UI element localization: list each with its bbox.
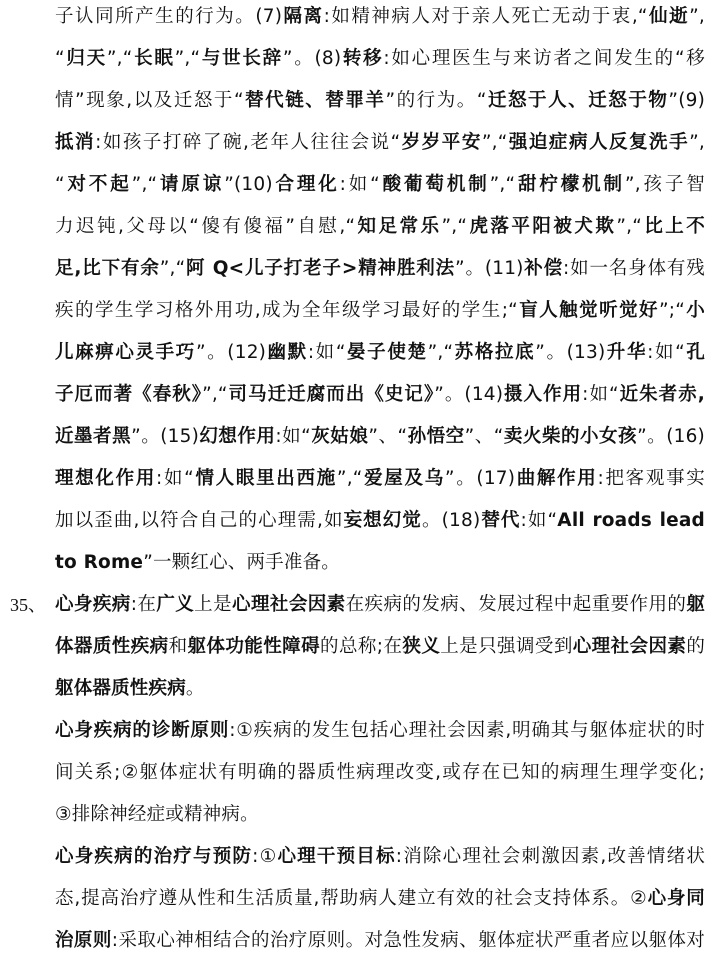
bold-term: 迁怒于人、迁怒于物: [486, 90, 669, 111]
bold-term: 狭义: [402, 636, 441, 657]
text-segment: ”,“: [427, 342, 454, 363]
text-line: [55, 926, 705, 956]
text-segment: :如“: [339, 174, 380, 195]
text-line: [55, 884, 705, 914]
text-segment: :如“: [307, 342, 346, 363]
text-line: [55, 590, 705, 620]
text-segment: ”、“: [368, 426, 408, 447]
text-segment: ”,“: [131, 174, 158, 195]
text-segment: :如一名身体有残: [563, 258, 705, 279]
text-segment: :在: [130, 594, 157, 615]
bold-term: 苏格拉底: [453, 342, 536, 363]
bold-term: 替代: [480, 510, 521, 531]
text-segment: ”。(17): [444, 468, 516, 489]
text-segment: 和: [168, 636, 188, 657]
text-segment: ”,“: [616, 216, 643, 237]
bold-term: 曲解作用: [515, 468, 598, 489]
text-segment: 加以歪曲,以符合自己的心理需,如: [55, 510, 344, 531]
text-segment: ”,: [689, 6, 705, 27]
bold-term: 酸葡萄机制: [379, 174, 490, 195]
bold-term: 心身疾病的治疗与预防: [55, 846, 253, 867]
bold-term: 仙逝: [647, 6, 690, 27]
text-segment: :如精神病人对于亲人死亡无动于衷,“: [323, 6, 648, 27]
text-segment: :如“: [582, 384, 619, 405]
text-line: [55, 170, 705, 200]
bold-term: 心身疾病的诊断原则: [55, 720, 230, 741]
bold-term: 甜柠檬机制: [515, 174, 625, 195]
text-segment: ”,“: [159, 258, 186, 279]
text-segment: :①: [252, 846, 278, 867]
bold-term: 比上不: [642, 216, 705, 237]
text-segment: ”。(11): [455, 258, 524, 279]
text-segment: 疾的学生学习格外用功,成为全年级学习最好的学生;“: [55, 300, 518, 321]
text-segment: ”,“: [174, 48, 201, 69]
bold-term: 摄入作用: [503, 384, 583, 405]
bold-term: 子厄而著《春秋》: [55, 384, 203, 405]
text-segment: :把客观事实: [597, 468, 705, 489]
bold-term: 情人眼里出西施: [193, 468, 337, 489]
bold-term: 对不起: [64, 174, 132, 195]
text-line: [55, 338, 705, 368]
text-line: [55, 128, 705, 158]
bold-term: 盲人触觉听觉好: [517, 300, 660, 321]
text-line: [55, 86, 705, 116]
text-segment: ”。(16): [637, 426, 705, 447]
text-segment: 。: [185, 678, 205, 699]
bold-term: 孙悟空: [407, 426, 465, 447]
text-segment: ”,“: [481, 132, 508, 153]
text-line: [55, 296, 705, 326]
bold-term: 体器质性疾病: [55, 636, 169, 657]
text-segment: ”,“: [336, 468, 363, 489]
text-segment: ”;“: [659, 300, 686, 321]
bold-term: 躯体功能性障碍: [187, 636, 321, 657]
bold-term: 躯体器质性疾病: [55, 678, 186, 699]
bold-term: 请原谅: [157, 174, 225, 195]
text-segment: ”(9): [668, 90, 705, 111]
bold-term: 近墨者黑: [55, 426, 132, 447]
text-segment: 在疾病的发病、发展过程中起重要作用的: [345, 594, 687, 615]
text-segment: :如“: [275, 426, 311, 447]
text-segment: ”。(8): [282, 48, 342, 69]
bold-term: 近朱者赤,: [618, 384, 705, 405]
bold-term: 岁岁平安: [400, 132, 482, 153]
bold-term: 司马迁迁腐而出《史记》: [227, 384, 435, 405]
text-segment: :如心理医生与来访者之间发生的“移: [383, 48, 705, 69]
bold-term: 广义: [156, 594, 195, 615]
bold-term: 与世长辞: [200, 48, 283, 69]
bold-term: 灰姑娘: [310, 426, 369, 447]
text-segment: (7): [255, 6, 283, 27]
text-segment: “: [55, 48, 65, 69]
text-line: [55, 548, 705, 578]
text-line: [55, 842, 705, 872]
text-segment: 的: [686, 636, 705, 657]
text-segment: 的总称;在: [320, 636, 403, 657]
bold-term: 长眠: [132, 48, 175, 69]
text-line: [55, 464, 705, 494]
text-line: [55, 506, 705, 536]
bold-term: 幽默: [266, 342, 308, 363]
text-segment: ③排除神经症或精神病。: [55, 804, 259, 825]
bold-term: 妄想幻觉: [343, 510, 423, 531]
text-segment: :①疾病的发生包括心理社会因素,明确其与躯体症状的时: [229, 720, 705, 741]
bold-term: 心理社会因素: [572, 636, 687, 657]
text-line: [55, 2, 705, 32]
text-line: [55, 422, 705, 452]
text-line: [55, 758, 705, 788]
text-segment: ”。(12): [195, 342, 267, 363]
text-segment: :采取心神相结合的治疗原则。对急性发病、躯体症状严重者应以躯体对: [111, 930, 705, 951]
bold-term: 卖火柴的小女孩: [503, 426, 638, 447]
bold-term: 爱屋及乌: [362, 468, 445, 489]
text-line: [55, 212, 705, 242]
text-line: [55, 632, 705, 662]
bold-term: 幻想作用: [199, 426, 276, 447]
text-segment: 态,提高治疗遵从性和生活质量,帮助病人建立有效的社会支持体系。②: [55, 888, 648, 909]
bold-term: 阿 Q<儿子打老子>精神胜利法: [185, 258, 456, 279]
text-segment: :如“: [520, 510, 558, 531]
bold-term: 晏子使楚: [345, 342, 428, 363]
bold-term: 归天: [64, 48, 107, 69]
text-segment: 间关系;②躯体症状有明确的器质性病理改变,或存在已知的病理生理学变化;: [55, 762, 705, 783]
text-segment: 情”现象,以及迁怒于“: [55, 90, 244, 111]
text-segment: ”,: [689, 132, 705, 153]
bold-term: 心身疾病: [55, 594, 131, 615]
text-segment: :如“: [647, 342, 685, 363]
text-segment: ”,孩子智: [624, 174, 705, 195]
text-segment: 力迟钝,父母以“傻有傻福”自慰,“: [55, 216, 356, 237]
bold-term: 足,比下有余: [55, 258, 160, 279]
text-segment: 。(18): [422, 510, 481, 531]
text-segment: ”、“: [464, 426, 504, 447]
bold-term: 治原则: [55, 930, 112, 951]
bold-term: 心理社会因素: [232, 594, 346, 615]
bold-term: All roads lead: [557, 510, 705, 531]
text-segment: ”。(13): [535, 342, 606, 363]
text-segment: :如“: [156, 468, 194, 489]
bold-term: 抵消: [55, 132, 96, 153]
bold-term: 升华: [605, 342, 648, 363]
bold-term: 合理化: [272, 174, 340, 195]
bold-term: 儿麻痹心灵手巧: [55, 342, 196, 363]
text-segment: ”,“: [106, 48, 133, 69]
text-line: [55, 44, 705, 74]
bold-term: 小: [685, 300, 705, 321]
bold-term: 孔: [684, 342, 705, 363]
bold-term: 强迫症病人反复洗手: [507, 132, 690, 153]
bold-term: to Rome: [55, 552, 144, 573]
bold-term: 心理干预目标: [277, 846, 396, 867]
text-segment: ”一颗红心、两手准备。: [143, 552, 340, 573]
text-segment: ”,“: [489, 174, 516, 195]
bold-term: 心身同: [647, 888, 705, 909]
bold-term: 隔离: [282, 6, 324, 27]
text-line: [55, 380, 705, 410]
bold-term: 替代链、替罪羊: [243, 90, 386, 111]
text-segment: ”的行为。“: [385, 90, 487, 111]
text-segment: 上是: [194, 594, 233, 615]
text-segment: 子认同所产生的行为。: [55, 6, 256, 27]
text-segment: “: [55, 174, 65, 195]
text-segment: ”。(14): [434, 384, 504, 405]
text-segment: :消除心理社会刺激因素,改善情绪状: [395, 846, 705, 867]
text-segment: :如孩子打碎了碗,老年人往往会说“: [95, 132, 401, 153]
text-segment: ”(10): [224, 174, 273, 195]
bold-term: 转移: [341, 48, 384, 69]
bold-term: 躯: [686, 594, 705, 615]
text-line: [55, 254, 705, 284]
text-segment: 上是只强调受到: [440, 636, 573, 657]
text-line: [55, 800, 705, 830]
bold-term: 虎落平阳被犬欺: [467, 216, 617, 237]
bold-term: 补偿: [523, 258, 564, 279]
text-segment: ”。(15): [131, 426, 199, 447]
item-number: 35、: [10, 595, 46, 615]
bold-term: 理想化作用: [55, 468, 157, 489]
text-line: [55, 716, 705, 746]
text-line: [55, 674, 705, 704]
text-segment: ”,“: [441, 216, 468, 237]
bold-term: 知足常乐: [355, 216, 442, 237]
text-segment: ”,“: [202, 384, 228, 405]
